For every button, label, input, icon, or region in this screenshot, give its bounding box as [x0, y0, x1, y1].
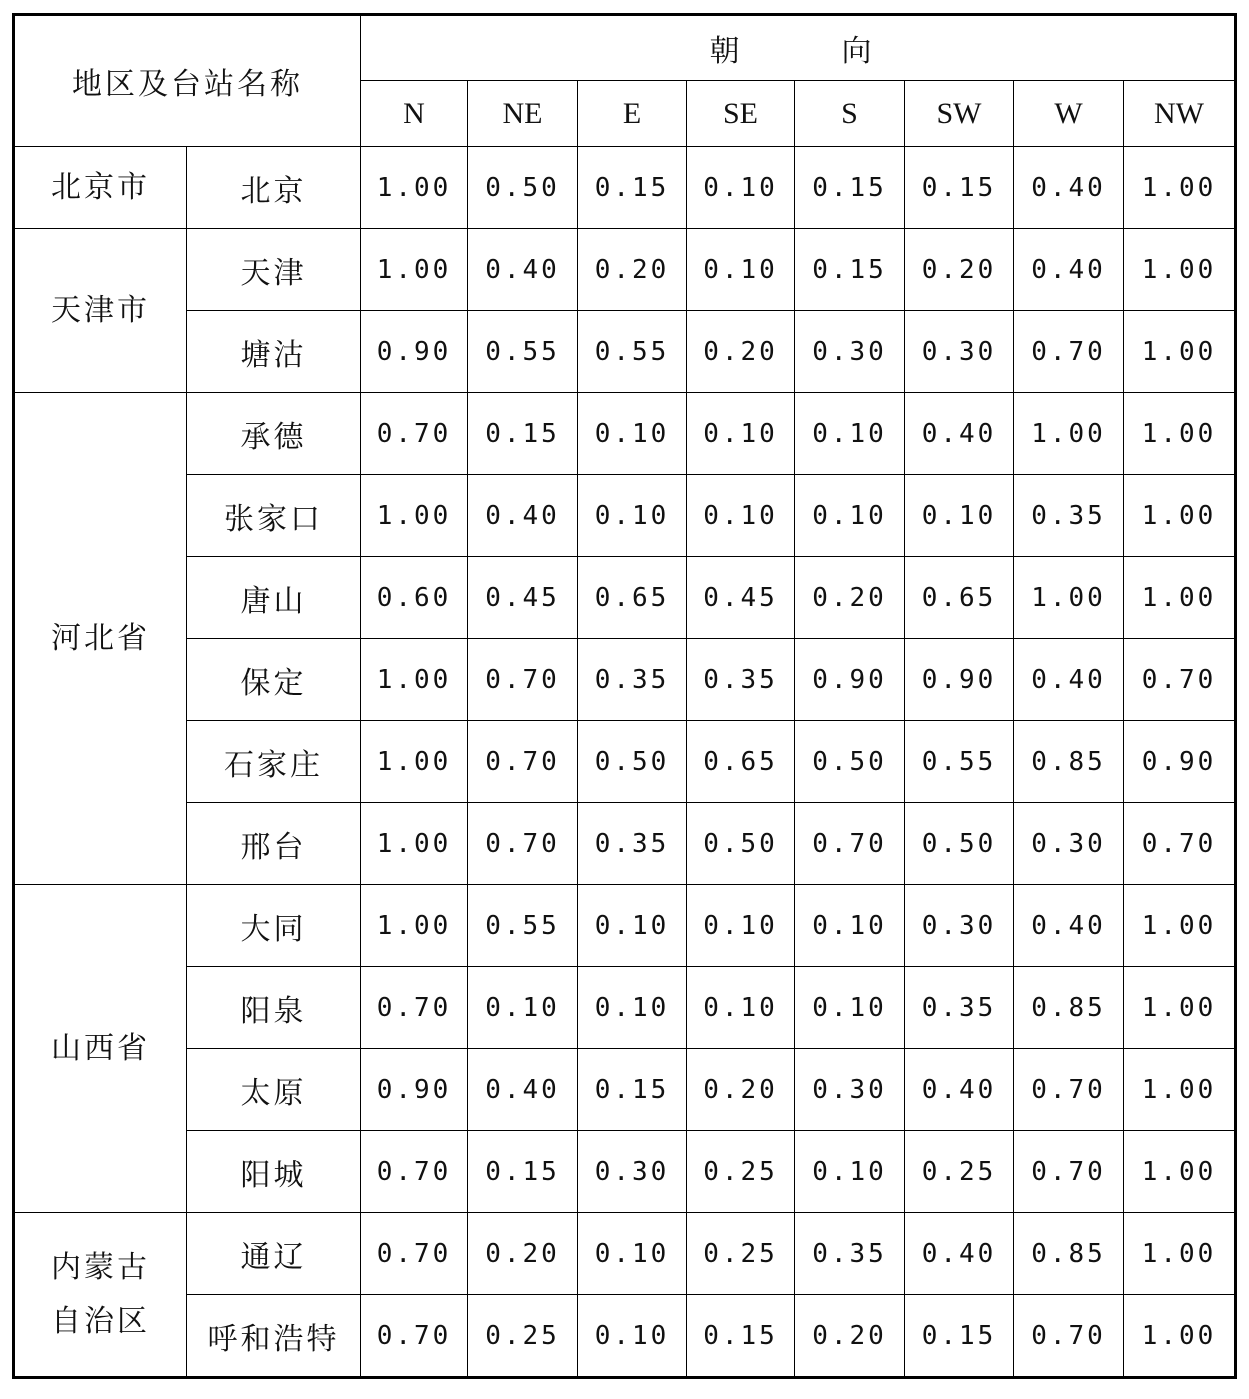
coefficient-cell-nw: 1.00 — [1124, 393, 1236, 475]
table-row — [14, 1295, 1236, 1378]
coefficient-cell-e: 0.35 — [578, 639, 687, 721]
station-name: 张家口 — [187, 475, 361, 557]
coefficient-cell-s: 0.15 — [795, 147, 905, 229]
station-name: 通辽 — [187, 1213, 361, 1295]
coefficient-cell-n: 1.00 — [361, 147, 468, 229]
coefficient-cell-ne: 0.55 — [468, 311, 578, 393]
coefficient-cell-s: 0.10 — [795, 885, 905, 967]
coefficient-cell-sw: 0.40 — [905, 393, 1014, 475]
direction-header-s: S — [795, 81, 905, 147]
coefficient-cell-n: 0.70 — [361, 393, 468, 475]
coefficient-cell-nw: 1.00 — [1124, 557, 1236, 639]
coefficient-cell-se: 0.50 — [687, 803, 795, 885]
station-name: 大同 — [187, 885, 361, 967]
coefficient-cell-sw: 0.30 — [905, 311, 1014, 393]
coefficient-cell-se: 0.10 — [687, 475, 795, 557]
table-row — [14, 803, 1236, 885]
coefficient-cell-ne: 0.25 — [468, 1295, 578, 1378]
direction-header-w: W — [1014, 81, 1124, 147]
coefficient-cell-e: 0.10 — [578, 1295, 687, 1378]
coefficient-cell-sw: 0.10 — [905, 475, 1014, 557]
coefficient-cell-n: 1.00 — [361, 475, 468, 557]
region-name: 北京市 — [14, 147, 187, 229]
coefficient-cell-ne: 0.40 — [468, 475, 578, 557]
coefficient-cell-ne: 0.45 — [468, 557, 578, 639]
coefficient-cell-se: 0.35 — [687, 639, 795, 721]
coefficient-cell-s: 0.20 — [795, 557, 905, 639]
table-row — [14, 967, 1236, 1049]
table-row — [14, 229, 1236, 311]
coefficient-cell-n: 0.70 — [361, 967, 468, 1049]
coefficient-cell-sw: 0.35 — [905, 967, 1014, 1049]
coefficient-cell-ne: 0.10 — [468, 967, 578, 1049]
region-name-line: 内蒙古 — [51, 1249, 150, 1285]
coefficient-cell-n: 0.90 — [361, 1049, 468, 1131]
coefficient-cell-w: 0.35 — [1014, 475, 1124, 557]
coefficient-cell-s: 0.15 — [795, 229, 905, 311]
coefficient-cell-ne: 0.70 — [468, 803, 578, 885]
station-name: 承德 — [187, 393, 361, 475]
coefficient-cell-n: 0.70 — [361, 1295, 468, 1378]
orientation-coefficient-table — [12, 13, 1237, 1379]
station-name: 石家庄 — [187, 721, 361, 803]
region-name — [14, 1213, 187, 1378]
coefficient-cell-nw: 1.00 — [1124, 967, 1236, 1049]
coefficient-cell-sw: 0.40 — [905, 1049, 1014, 1131]
coefficient-cell-w: 0.85 — [1014, 721, 1124, 803]
table-row — [14, 393, 1236, 475]
coefficient-cell-s: 0.10 — [795, 1131, 905, 1213]
coefficient-cell-ne: 0.20 — [468, 1213, 578, 1295]
coefficient-cell-s: 0.30 — [795, 1049, 905, 1131]
coefficient-cell-s: 0.10 — [795, 475, 905, 557]
coefficient-cell-se: 0.10 — [687, 885, 795, 967]
table-row — [14, 885, 1236, 967]
coefficient-cell-e: 0.15 — [578, 1049, 687, 1131]
coefficient-cell-sw: 0.30 — [905, 885, 1014, 967]
coefficient-cell-w: 0.40 — [1014, 147, 1124, 229]
coefficient-cell-s: 0.70 — [795, 803, 905, 885]
table-row — [14, 311, 1236, 393]
coefficient-cell-e: 0.10 — [578, 475, 687, 557]
coefficient-cell-w: 0.40 — [1014, 229, 1124, 311]
coefficient-cell-nw: 1.00 — [1124, 229, 1236, 311]
table-row — [14, 557, 1236, 639]
coefficient-cell-ne: 0.15 — [468, 393, 578, 475]
coefficient-cell-nw: 0.90 — [1124, 721, 1236, 803]
coefficient-cell-s: 0.10 — [795, 393, 905, 475]
coefficient-cell-ne: 0.15 — [468, 1131, 578, 1213]
coefficient-cell-sw: 0.15 — [905, 147, 1014, 229]
coefficient-cell-nw: 1.00 — [1124, 885, 1236, 967]
coefficient-cell-w: 0.40 — [1014, 639, 1124, 721]
table-row — [14, 1213, 1236, 1295]
coefficient-cell-nw: 1.00 — [1124, 1131, 1236, 1213]
coefficient-cell-ne: 0.55 — [468, 885, 578, 967]
coefficient-cell-nw: 1.00 — [1124, 147, 1236, 229]
station-name: 保定 — [187, 639, 361, 721]
station-name: 阳城 — [187, 1131, 361, 1213]
coefficient-cell-n: 0.70 — [361, 1213, 468, 1295]
orientation-header: 朝 向 — [361, 15, 1236, 81]
coefficient-cell-s: 0.35 — [795, 1213, 905, 1295]
coefficient-cell-e: 0.15 — [578, 147, 687, 229]
coefficient-cell-w: 0.40 — [1014, 885, 1124, 967]
coefficient-cell-e: 0.55 — [578, 311, 687, 393]
coefficient-cell-w: 0.70 — [1014, 1049, 1124, 1131]
station-name: 北京 — [187, 147, 361, 229]
table-row — [14, 147, 1236, 229]
coefficient-cell-se: 0.20 — [687, 1049, 795, 1131]
coefficient-cell-n: 1.00 — [361, 885, 468, 967]
table-row — [14, 475, 1236, 557]
coefficient-cell-sw: 0.40 — [905, 1213, 1014, 1295]
coefficient-cell-w: 0.30 — [1014, 803, 1124, 885]
coefficient-cell-e: 0.50 — [578, 721, 687, 803]
coefficient-cell-ne: 0.40 — [468, 229, 578, 311]
region-name: 天津市 — [14, 229, 187, 393]
coefficient-cell-ne: 0.70 — [468, 721, 578, 803]
coefficient-cell-se: 0.20 — [687, 311, 795, 393]
coefficient-cell-nw: 1.00 — [1124, 311, 1236, 393]
coefficient-cell-nw: 0.70 — [1124, 639, 1236, 721]
table-row — [14, 639, 1236, 721]
coefficient-cell-e: 0.20 — [578, 229, 687, 311]
coefficient-cell-e: 0.10 — [578, 1213, 687, 1295]
coefficient-cell-n: 1.00 — [361, 229, 468, 311]
coefficient-cell-nw: 1.00 — [1124, 1049, 1236, 1131]
region-name-line: 自治区 — [51, 1303, 150, 1339]
direction-header-ne: NE — [468, 81, 578, 147]
coefficient-cell-w: 1.00 — [1014, 393, 1124, 475]
coefficient-cell-se: 0.10 — [687, 393, 795, 475]
coefficient-cell-ne: 0.40 — [468, 1049, 578, 1131]
coefficient-cell-se: 0.15 — [687, 1295, 795, 1378]
coefficient-cell-s: 0.90 — [795, 639, 905, 721]
coefficient-cell-se: 0.25 — [687, 1131, 795, 1213]
coefficient-cell-se: 0.10 — [687, 967, 795, 1049]
coefficient-cell-w: 0.70 — [1014, 1131, 1124, 1213]
coefficient-cell-n: 0.90 — [361, 311, 468, 393]
coefficient-cell-ne: 0.50 — [468, 147, 578, 229]
direction-header-e: E — [578, 81, 687, 147]
coefficient-cell-s: 0.10 — [795, 967, 905, 1049]
coefficient-cell-se: 0.10 — [687, 229, 795, 311]
coefficient-cell-w: 0.70 — [1014, 1295, 1124, 1378]
station-name: 邢台 — [187, 803, 361, 885]
coefficient-cell-nw: 1.00 — [1124, 475, 1236, 557]
table-row — [14, 1049, 1236, 1131]
coefficient-cell-nw: 1.00 — [1124, 1213, 1236, 1295]
coefficient-cell-sw: 0.65 — [905, 557, 1014, 639]
coefficient-cell-e: 0.10 — [578, 885, 687, 967]
coefficient-cell-nw: 0.70 — [1124, 803, 1236, 885]
coefficient-cell-n: 0.70 — [361, 1131, 468, 1213]
coefficient-cell-e: 0.65 — [578, 557, 687, 639]
direction-header-se: SE — [687, 81, 795, 147]
region-station-header: 地区及台站名称 — [14, 15, 361, 147]
table-row — [14, 1131, 1236, 1213]
coefficient-cell-se: 0.25 — [687, 1213, 795, 1295]
coefficient-cell-e: 0.35 — [578, 803, 687, 885]
station-name: 天津 — [187, 229, 361, 311]
coefficient-cell-sw: 0.90 — [905, 639, 1014, 721]
coefficient-cell-n: 1.00 — [361, 721, 468, 803]
coefficient-cell-sw: 0.20 — [905, 229, 1014, 311]
coefficient-cell-se: 0.10 — [687, 147, 795, 229]
coefficient-cell-w: 1.00 — [1014, 557, 1124, 639]
coefficient-cell-s: 0.30 — [795, 311, 905, 393]
coefficient-cell-s: 0.50 — [795, 721, 905, 803]
station-name: 塘沽 — [187, 311, 361, 393]
region-name: 河北省 — [14, 393, 187, 885]
direction-header-n: N — [361, 81, 468, 147]
coefficient-cell-n: 1.00 — [361, 803, 468, 885]
coefficient-cell-sw: 0.25 — [905, 1131, 1014, 1213]
coefficient-cell-e: 0.30 — [578, 1131, 687, 1213]
coefficient-cell-s: 0.20 — [795, 1295, 905, 1378]
direction-header-sw: SW — [905, 81, 1014, 147]
coefficient-cell-n: 0.60 — [361, 557, 468, 639]
coefficient-cell-e: 0.10 — [578, 393, 687, 475]
coefficient-cell-n: 1.00 — [361, 639, 468, 721]
coefficient-cell-e: 0.10 — [578, 967, 687, 1049]
station-name: 阳泉 — [187, 967, 361, 1049]
coefficient-cell-w: 0.85 — [1014, 967, 1124, 1049]
coefficient-cell-w: 0.70 — [1014, 311, 1124, 393]
region-name: 山西省 — [14, 885, 187, 1213]
coefficient-cell-w: 0.85 — [1014, 1213, 1124, 1295]
coefficient-cell-sw: 0.55 — [905, 721, 1014, 803]
coefficient-cell-se: 0.65 — [687, 721, 795, 803]
table-row — [14, 721, 1236, 803]
coefficient-cell-sw: 0.15 — [905, 1295, 1014, 1378]
direction-header-nw: NW — [1124, 81, 1236, 147]
coefficient-cell-se: 0.45 — [687, 557, 795, 639]
station-name: 呼和浩特 — [187, 1295, 361, 1378]
coefficient-cell-nw: 1.00 — [1124, 1295, 1236, 1378]
coefficient-cell-sw: 0.50 — [905, 803, 1014, 885]
coefficient-cell-ne: 0.70 — [468, 639, 578, 721]
station-name: 唐山 — [187, 557, 361, 639]
station-name: 太原 — [187, 1049, 361, 1131]
